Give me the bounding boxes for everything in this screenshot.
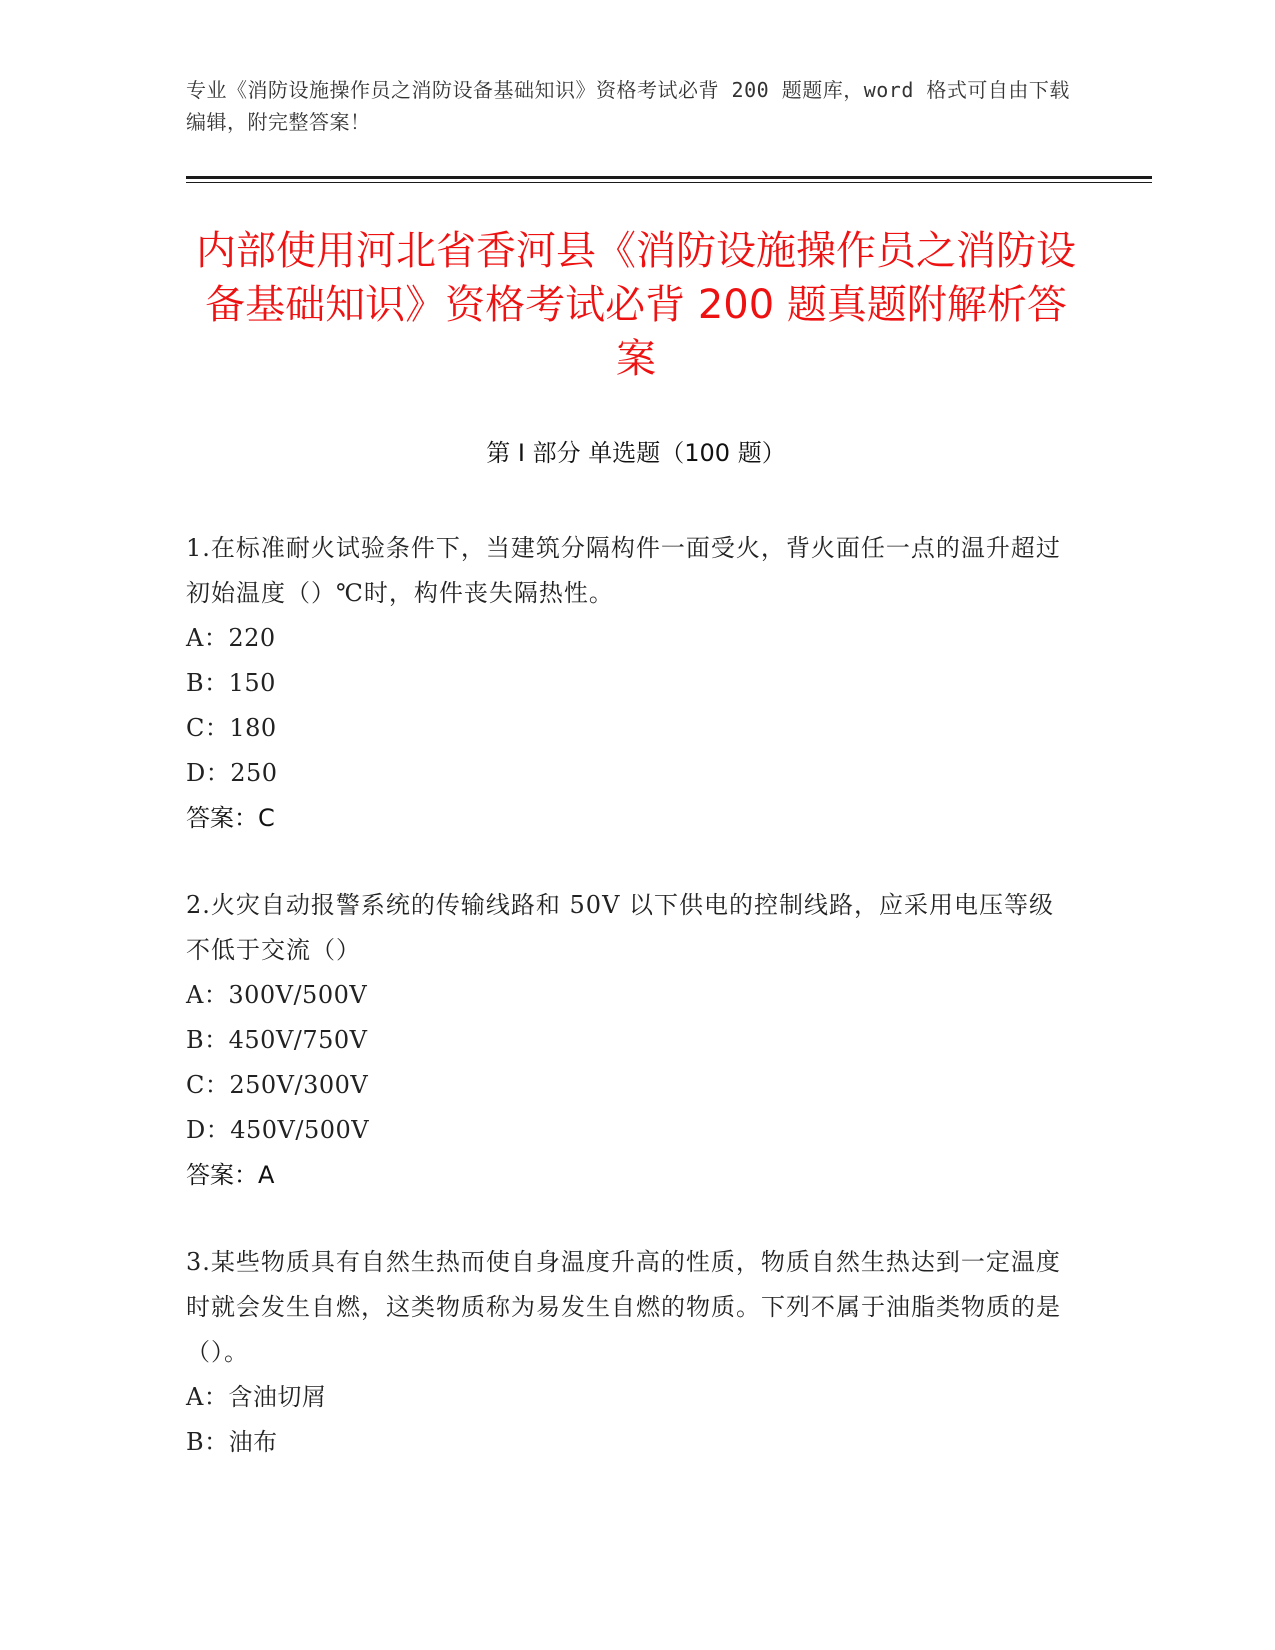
question-3 — [186, 1240, 1066, 1465]
header-divider-thick — [186, 176, 1152, 179]
question-stem: 3.某些物质具有自然生热而使自身温度升高的性质，物质自然生热达到一定温度时就会发生自燃，这类物质称为易发生自燃的物质。下列不属于油脂类物质的是（）。 — [186, 1248, 1061, 1366]
question-stem: 2.火灾自动报警系统的传输线路和 50V 以下供电的控制线路，应采用电压等级不低于交流（） — [186, 891, 1055, 964]
option-b: B：油布 — [186, 1428, 278, 1456]
option-b: B：150 — [186, 669, 276, 697]
question-1 — [186, 526, 1066, 841]
section-title: 第 I 部分 单选题（100 题） — [486, 439, 786, 467]
header-note: 专业《消防设施操作员之消防设备基础知识》资格考试必背 200 题题库，word 格式可自由下载编辑，附完整答案！ — [186, 78, 1070, 134]
question-list — [186, 526, 1066, 1507]
header-divider-thin — [186, 182, 1152, 183]
option-a: A：含油切屑 — [186, 1383, 327, 1411]
option-a: A：300V/500V — [186, 981, 368, 1009]
option-c: C：250V/300V — [186, 1071, 369, 1099]
option-d: D：450V/500V — [186, 1116, 370, 1144]
question-stem: 1.在标准耐火试验条件下，当建筑分隔构件一面受火，背火面任一点的温升超过初始温度（）℃时，构件丧失隔热性。 — [186, 534, 1061, 607]
option-c: C：180 — [186, 714, 277, 742]
question-2 — [186, 883, 1066, 1198]
document-title: 内部使用河北省香河县《消防设施操作员之消防设备基础知识》资格考试必背 200 题真题附解析答案 — [196, 228, 1076, 382]
answer-line: 答案：C — [186, 804, 275, 832]
option-b: B：450V/750V — [186, 1026, 368, 1054]
option-d: D：250 — [186, 759, 278, 787]
option-a: A：220 — [186, 624, 276, 652]
answer-line: 答案：A — [186, 1161, 275, 1189]
